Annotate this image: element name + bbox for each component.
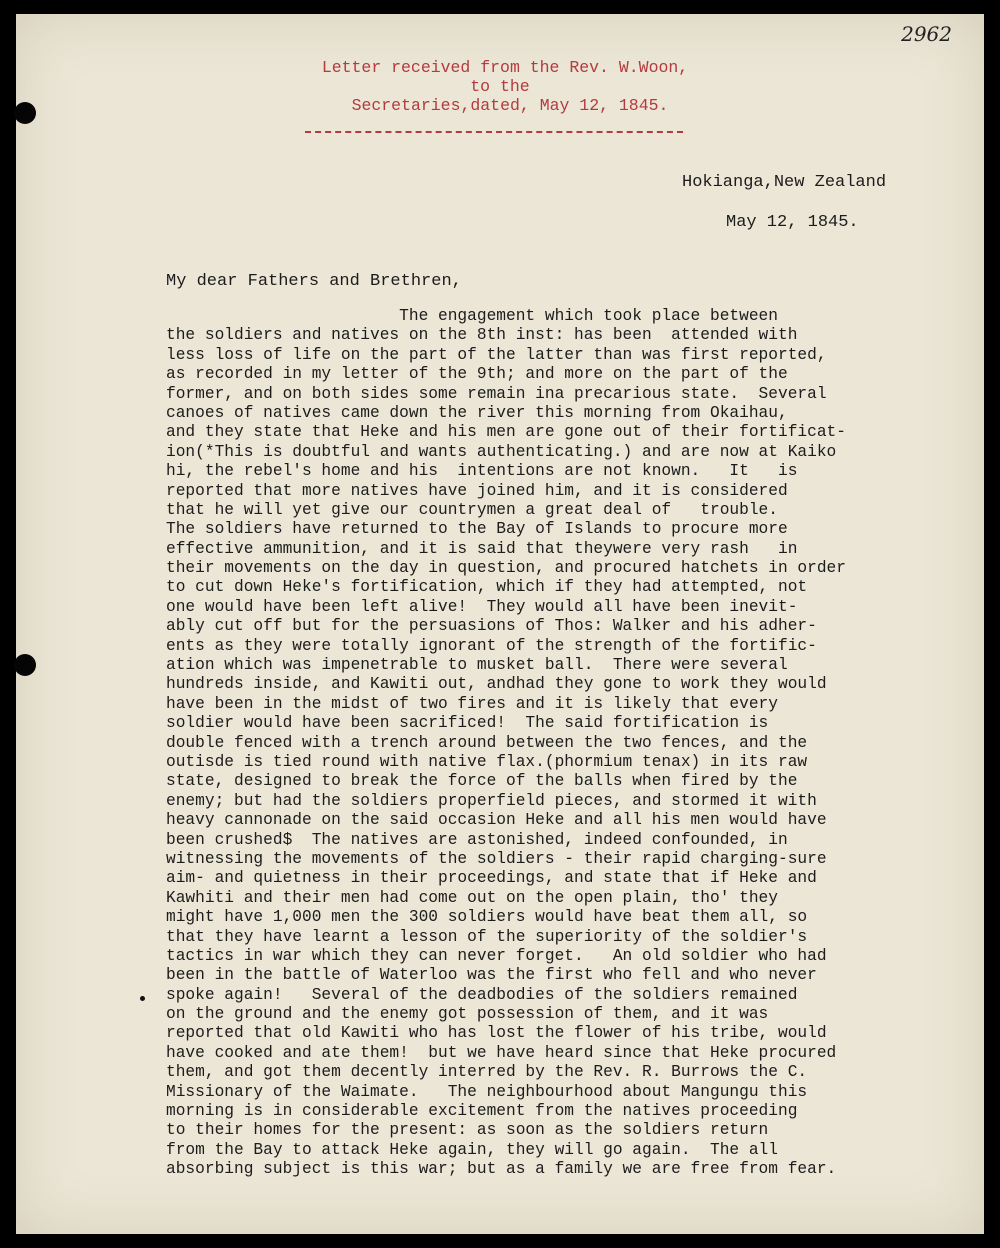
- body-line: spoke again! Several of the deadbodies of the soldiers remained: [166, 985, 798, 1004]
- body-line: heavy cannonade on the said occasion Heke and all his men would have: [166, 811, 827, 830]
- letter-body: [166, 307, 986, 1180]
- body-line: to cut down Heke's fortification, which if they had attempted, not: [166, 578, 808, 597]
- body-line: morning is in considerable excitement from the natives proceeding: [166, 1102, 798, 1121]
- body-line: enemy; but had the soldiers properfield pieces, and stormed it with: [166, 791, 817, 810]
- body-line: ion(*This is doubtful and wants authenticating.) and are now at Kaiko: [166, 442, 837, 461]
- body-line: witnessing the movements of the soldiers - their rapid charging-sure: [166, 849, 827, 868]
- body-line: The soldiers have returned to the Bay of Islands to procure more: [166, 520, 788, 539]
- body-line: double fenced with a trench around between the two fences, and the: [166, 733, 808, 752]
- body-line: have cooked and ate them! but we have heard since that Heke procured: [166, 1043, 837, 1062]
- body-line: state, designed to break the force of the balls when fired by the: [166, 772, 798, 791]
- body-line: their movements on the day in question, and procured hatchets in order: [166, 559, 846, 578]
- body-line: former, and on both sides some remain ina precarious state. Several: [166, 384, 827, 403]
- body-line: ation which was impenetrable to musket ball. There were several: [166, 656, 788, 675]
- salutation: My dear Fathers and Brethren,: [166, 272, 462, 291]
- body-line: Missionary of the Waimate. The neighbourhood about Mangungu this: [166, 1082, 808, 1101]
- header-line-3: Secretaries,dated, May 12, 1845.: [351, 96, 669, 115]
- body-line: have been in the midst of two fires and it is likely that every: [166, 694, 778, 713]
- body-line: and they state that Heke and his men are gone out of their fortificat-: [166, 423, 846, 442]
- body-line: to their homes for the present: as soon as the soldiers return: [166, 1121, 769, 1140]
- margin-mark: [140, 996, 145, 1001]
- reference-number: 2962: [901, 22, 952, 46]
- body-line: effective ammunition, and it is said that theywere very rash in: [166, 539, 798, 558]
- body-line: might have 1,000 men the 300 soldiers would have beat them all, so: [166, 908, 808, 927]
- body-line: canoes of natives came down the river this morning from Okaihau,: [166, 403, 788, 422]
- header-line-2: to the: [470, 77, 530, 96]
- punch-hole-bottom: [14, 654, 36, 676]
- body-line: been in the battle of Waterloo was the first who fell and who never: [166, 966, 817, 985]
- body-line: reported that more natives have joined him, and it is considered: [166, 481, 788, 500]
- body-line: ents as they were totally ignorant of the strength of the fortific-: [166, 636, 817, 655]
- body-line: outisde is tied round with native flax.(phormium tenax) in its raw: [166, 752, 808, 771]
- letter-date: May 12, 1845.: [726, 213, 859, 232]
- body-line: the soldiers and natives on the 8th inst: has been attended with: [166, 326, 798, 345]
- header-line-1: Letter received from the Rev. W.Woon,: [321, 58, 689, 77]
- body-line: one would have been left alive! They would all have been inevit-: [166, 597, 798, 616]
- letter-place: Hokianga,New Zealand: [682, 173, 887, 192]
- header-divider: [305, 131, 683, 133]
- body-line: absorbing subject is this war; but as a family we are free from fear.: [166, 1160, 837, 1179]
- body-line: as recorded in my letter of the 9th; and more on the part of the: [166, 365, 788, 384]
- body-line: The engagement which took place between: [166, 307, 778, 325]
- body-line: that he will yet give our countrymen a great deal of trouble.: [166, 500, 778, 519]
- body-line: reported that old Kawiti who has lost the flower of his tribe, would: [166, 1024, 827, 1043]
- letter-header: [0, 58, 1000, 115]
- body-line: hundreds inside, and Kawiti out, andhad they gone to work they would: [166, 675, 827, 694]
- body-line: aim- and quietness in their proceedings, and state that if Heke and: [166, 869, 817, 888]
- body-line: been crushed$ The natives are astonished, indeed confounded, in: [166, 830, 788, 849]
- body-line: Kawhiti and their men had come out on the open plain, tho' they: [166, 888, 778, 907]
- body-line: from the Bay to attack Heke again, they will go again. The all: [166, 1140, 778, 1159]
- body-line: them, and got them decently interred by the Rev. R. Burrows the C.: [166, 1063, 808, 1082]
- body-line: hi, the rebel's home and his intentions are not known. It is: [166, 462, 798, 481]
- body-line: soldier would have been sacrificed! The said fortification is: [166, 714, 769, 733]
- body-line: tactics in war which they can never forget. An old soldier who had: [166, 946, 827, 965]
- body-line: less loss of life on the part of the latter than was first reported,: [166, 345, 827, 364]
- body-line: that they have learnt a lesson of the superiority of the soldier's: [166, 927, 808, 946]
- body-line: on the ground and the enemy got possession of them, and it was: [166, 1005, 769, 1024]
- body-line: ably cut off but for the persuasions of Thos: Walker and his adher-: [166, 617, 817, 636]
